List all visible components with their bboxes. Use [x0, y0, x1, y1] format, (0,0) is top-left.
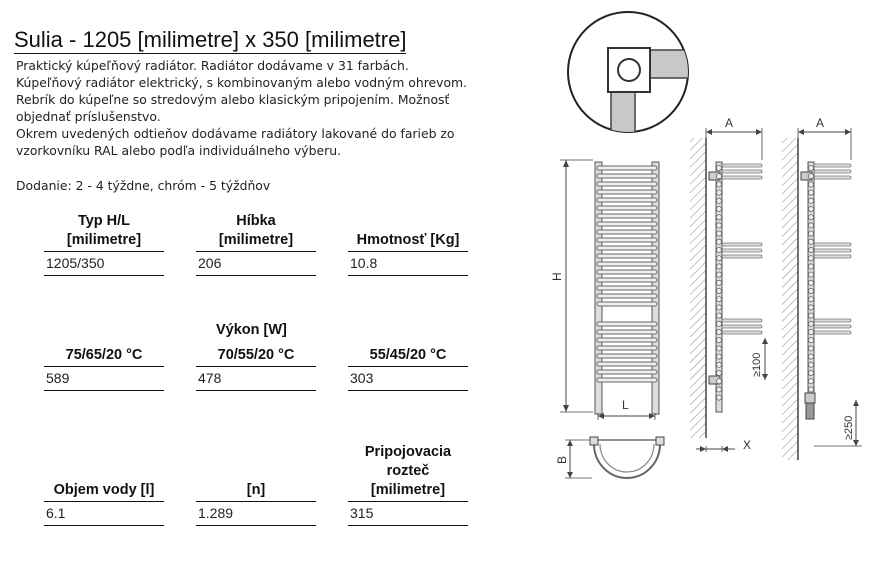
radiator-rung [597, 254, 657, 258]
spec-value: 303 [348, 367, 468, 391]
side-bars [722, 164, 762, 334]
tube-dot [808, 215, 813, 220]
tube-dot [716, 264, 721, 269]
tube-dot [808, 288, 813, 293]
tube-dot [716, 223, 721, 228]
side-bar [814, 325, 851, 328]
product-title: Sulia - 1205 [milimetre] x 350 [milimetre] [14, 27, 407, 52]
tube-dot [808, 280, 813, 285]
dimension-min100-label: ≥100 [751, 352, 763, 377]
side-bar [814, 170, 851, 173]
dimension-l-label: L [622, 398, 629, 412]
dimension-a-label: A [816, 116, 825, 130]
radiator-rung [597, 262, 657, 266]
spec-header: 70/55/20 °C [196, 346, 316, 367]
top-view [565, 437, 664, 478]
side-view-2 [782, 128, 862, 460]
spec-value: 6.1 [44, 502, 164, 526]
radiator-rung [597, 362, 657, 366]
tube-dot [808, 313, 813, 318]
tube-dot [716, 182, 721, 187]
side-bar [814, 243, 851, 246]
radiator-rung [597, 378, 657, 382]
radiator-rung [597, 330, 657, 334]
spec-value: 315 [348, 502, 468, 526]
tube-dot [808, 354, 813, 359]
radiator-rung [597, 174, 657, 178]
side-bar [722, 164, 762, 167]
tube-dot [716, 206, 721, 211]
tube-dot [716, 313, 721, 318]
radiator-rung [597, 214, 657, 218]
radiator-rung [597, 206, 657, 210]
tube-dot [716, 198, 721, 203]
tube-dot [808, 362, 813, 367]
side-bar [722, 249, 762, 252]
tube-dot [716, 305, 721, 310]
tube-dot [716, 379, 721, 384]
dimension-a-label: A [725, 116, 734, 130]
radiator-rung [597, 190, 657, 194]
radiator-rung [597, 270, 657, 274]
radiator-rung [597, 198, 657, 202]
side-view-1 [690, 128, 768, 452]
tube-dot [716, 215, 721, 220]
spec-value: 589 [44, 367, 164, 391]
radiator-rung [597, 370, 657, 374]
tube-dot [716, 354, 721, 359]
tube-dot [716, 338, 721, 343]
tube-dot [716, 190, 721, 195]
tube-dot [716, 329, 721, 334]
spec-header: Híbka [milimetre] [196, 212, 316, 252]
side-bar [814, 249, 851, 252]
dimension-h-label: H [550, 272, 564, 281]
radiator-rung [597, 230, 657, 234]
spec-header: Objem vody [l] [44, 481, 164, 502]
radiator-rung [597, 238, 657, 242]
tube-dot [808, 247, 813, 252]
detail-circle [568, 12, 693, 140]
spec-value: 1205/350 [44, 252, 164, 276]
tube-dot [808, 231, 813, 236]
description-paragraph: Praktický kúpeľňový radiátor. Radiátor dodávame v 31 farbách. [16, 58, 409, 73]
front-view [560, 160, 659, 420]
radiator-rung [597, 322, 657, 326]
radiator-rung [597, 294, 657, 298]
radiator-rung [597, 338, 657, 342]
delivery-info: Dodanie: 2 - 4 týždne, chróm - 5 týždňov [16, 178, 271, 193]
tube-dot [808, 379, 813, 384]
tube-dot [716, 239, 721, 244]
tube-dot [808, 256, 813, 261]
tube-dot [716, 362, 721, 367]
spec-header: Pripojovacia rozteč [milimetre] [348, 443, 468, 502]
radiator-rung [597, 286, 657, 290]
tube-dot [716, 288, 721, 293]
tube-dot [716, 280, 721, 285]
tube-dot [716, 272, 721, 277]
side-bar [814, 176, 851, 179]
side-bar [722, 170, 762, 173]
side-bar [722, 331, 762, 334]
spec-value: 478 [196, 367, 316, 391]
tube-dot [808, 346, 813, 351]
tube-dot [808, 206, 813, 211]
side-bar [722, 243, 762, 246]
radiator-rung [597, 302, 657, 306]
tube-dot [808, 264, 813, 269]
tube-dot [808, 182, 813, 187]
description-paragraph: Okrem uvedených odtieňov dodávame radiátory lakované do farieb zo vzorkovníku RAL alebo podľa individuálneho výberu. [16, 126, 455, 158]
tube-dot [716, 346, 721, 351]
spec-header: Typ H/L [milimetre] [44, 212, 164, 252]
tube-dot [716, 321, 721, 326]
radiator-rung [597, 354, 657, 358]
side-bar [722, 255, 762, 258]
tube-dot [808, 305, 813, 310]
side-bar [722, 325, 762, 328]
tube-dot [716, 387, 721, 392]
spec-value: 206 [196, 252, 316, 276]
radiator-rung [597, 346, 657, 350]
side-bar [814, 331, 851, 334]
dimension-x-label: X [743, 438, 752, 452]
radiator-rung [597, 222, 657, 226]
dimension-b-label: B [555, 455, 569, 464]
tube-dot [808, 329, 813, 334]
tube-dot [716, 231, 721, 236]
tube-dot [808, 223, 813, 228]
tube-dot [808, 321, 813, 326]
tube-dot [808, 165, 813, 170]
tube-dot [716, 370, 721, 375]
side-bar [722, 176, 762, 179]
spec-header: 55/45/20 °C [348, 346, 468, 367]
radiator-rung [597, 182, 657, 186]
tube-dot [808, 239, 813, 244]
side-bar [722, 319, 762, 322]
tube-dot [716, 256, 721, 261]
tube-dot [716, 247, 721, 252]
tube-dot [808, 387, 813, 392]
tube-dot [808, 174, 813, 179]
power-group-label: Výkon [W] [216, 322, 287, 338]
description-paragraph: Kúpeľňový radiátor elektrický, s kombinovaným alebo vodným ohrevom. Rebrík do kúpeľne so stredovým alebo klasickým pripojením. Možnosť objednať príslušenstvo. [16, 75, 468, 124]
tube-dot [808, 190, 813, 195]
spec-value: 10.8 [348, 252, 468, 276]
side-bar [814, 255, 851, 258]
side-dots [716, 165, 721, 400]
radiator-rung [597, 166, 657, 170]
spec-value: 1.289 [196, 502, 316, 526]
spec-header: 75/65/20 °C [44, 346, 164, 367]
side-bar [814, 164, 851, 167]
tube-dot [716, 297, 721, 302]
spec-header: [n] [196, 481, 316, 502]
tube-dot [808, 297, 813, 302]
tube-dot [716, 165, 721, 170]
tube-dot [808, 370, 813, 375]
front-rungs [597, 166, 657, 382]
radiator-rung [597, 278, 657, 282]
radiator-rung [597, 246, 657, 250]
side-bar [814, 319, 851, 322]
tube-dot [808, 272, 813, 277]
dimension-min250-label: ≥250 [843, 415, 855, 440]
tube-dot [808, 338, 813, 343]
tube-dot [808, 198, 813, 203]
tube-dot [716, 174, 721, 179]
tube-dot [716, 395, 721, 400]
side-bars [814, 164, 851, 334]
spec-header: Hmotnosť [Kg] [348, 231, 468, 252]
